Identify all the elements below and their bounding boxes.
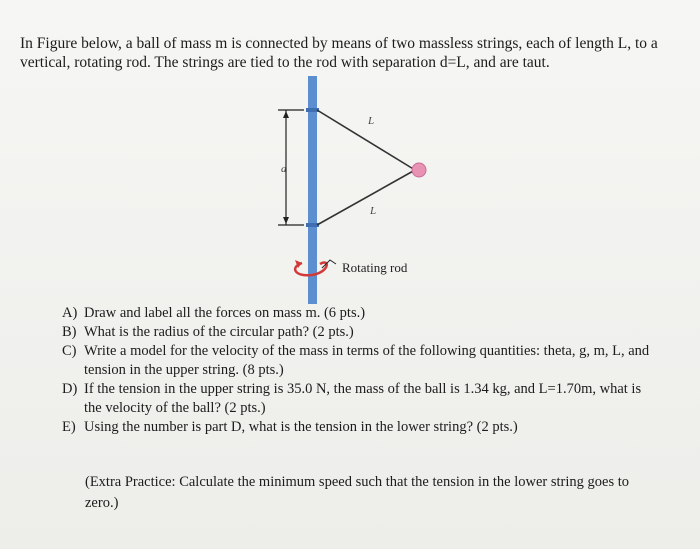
question-b [62,323,662,342]
question-a [62,304,662,323]
question-c [62,342,662,380]
separation-label: d [281,163,287,175]
extra-practice: (Extra Practice: Calculate the minimum speed such that the tension in the lower string goes to zero.) [85,474,630,511]
lower-string [317,170,415,225]
question-text: Write a model for the velocity of the mass in terms of the following quantities: theta, g, m, L, and tension in the upper string. (8 pts.) [84,343,650,378]
problem-intro: In Figure below, a ball of mass m is connected by means of two massless strings, each of length L, to a vertical, rotating rod. The strings are tied to the rod with separation d=L, and are taut. [20,35,658,71]
ball [412,163,426,177]
upper-string-label: L [368,115,375,127]
question-text: Draw and label all the forces on mass m. (6 pts.) [84,305,366,321]
question-e [62,418,662,437]
question-letter: D) [62,381,78,397]
question-letter: A) [62,305,78,321]
question-text: Using the number is part D, what is the tension in the lower string? (2 pts.) [84,419,518,435]
question-d [62,380,662,418]
lower-string-label: L [370,205,377,217]
question-letter: C) [62,343,77,359]
question-letter: E) [62,419,76,435]
question-text: If the tension in the upper string is 35.0 N, the mass of the ball is 1.34 kg, and L=1.70m, what is the velocity of the ball? (2 pts.) [84,381,642,416]
upper-string [317,110,415,170]
question-text: What is the radius of the circular path? (2 pts.) [84,324,354,340]
question-list [62,304,662,437]
rotating-rod-label: Rotating rod [342,260,408,275]
question-letter: B) [62,324,77,340]
